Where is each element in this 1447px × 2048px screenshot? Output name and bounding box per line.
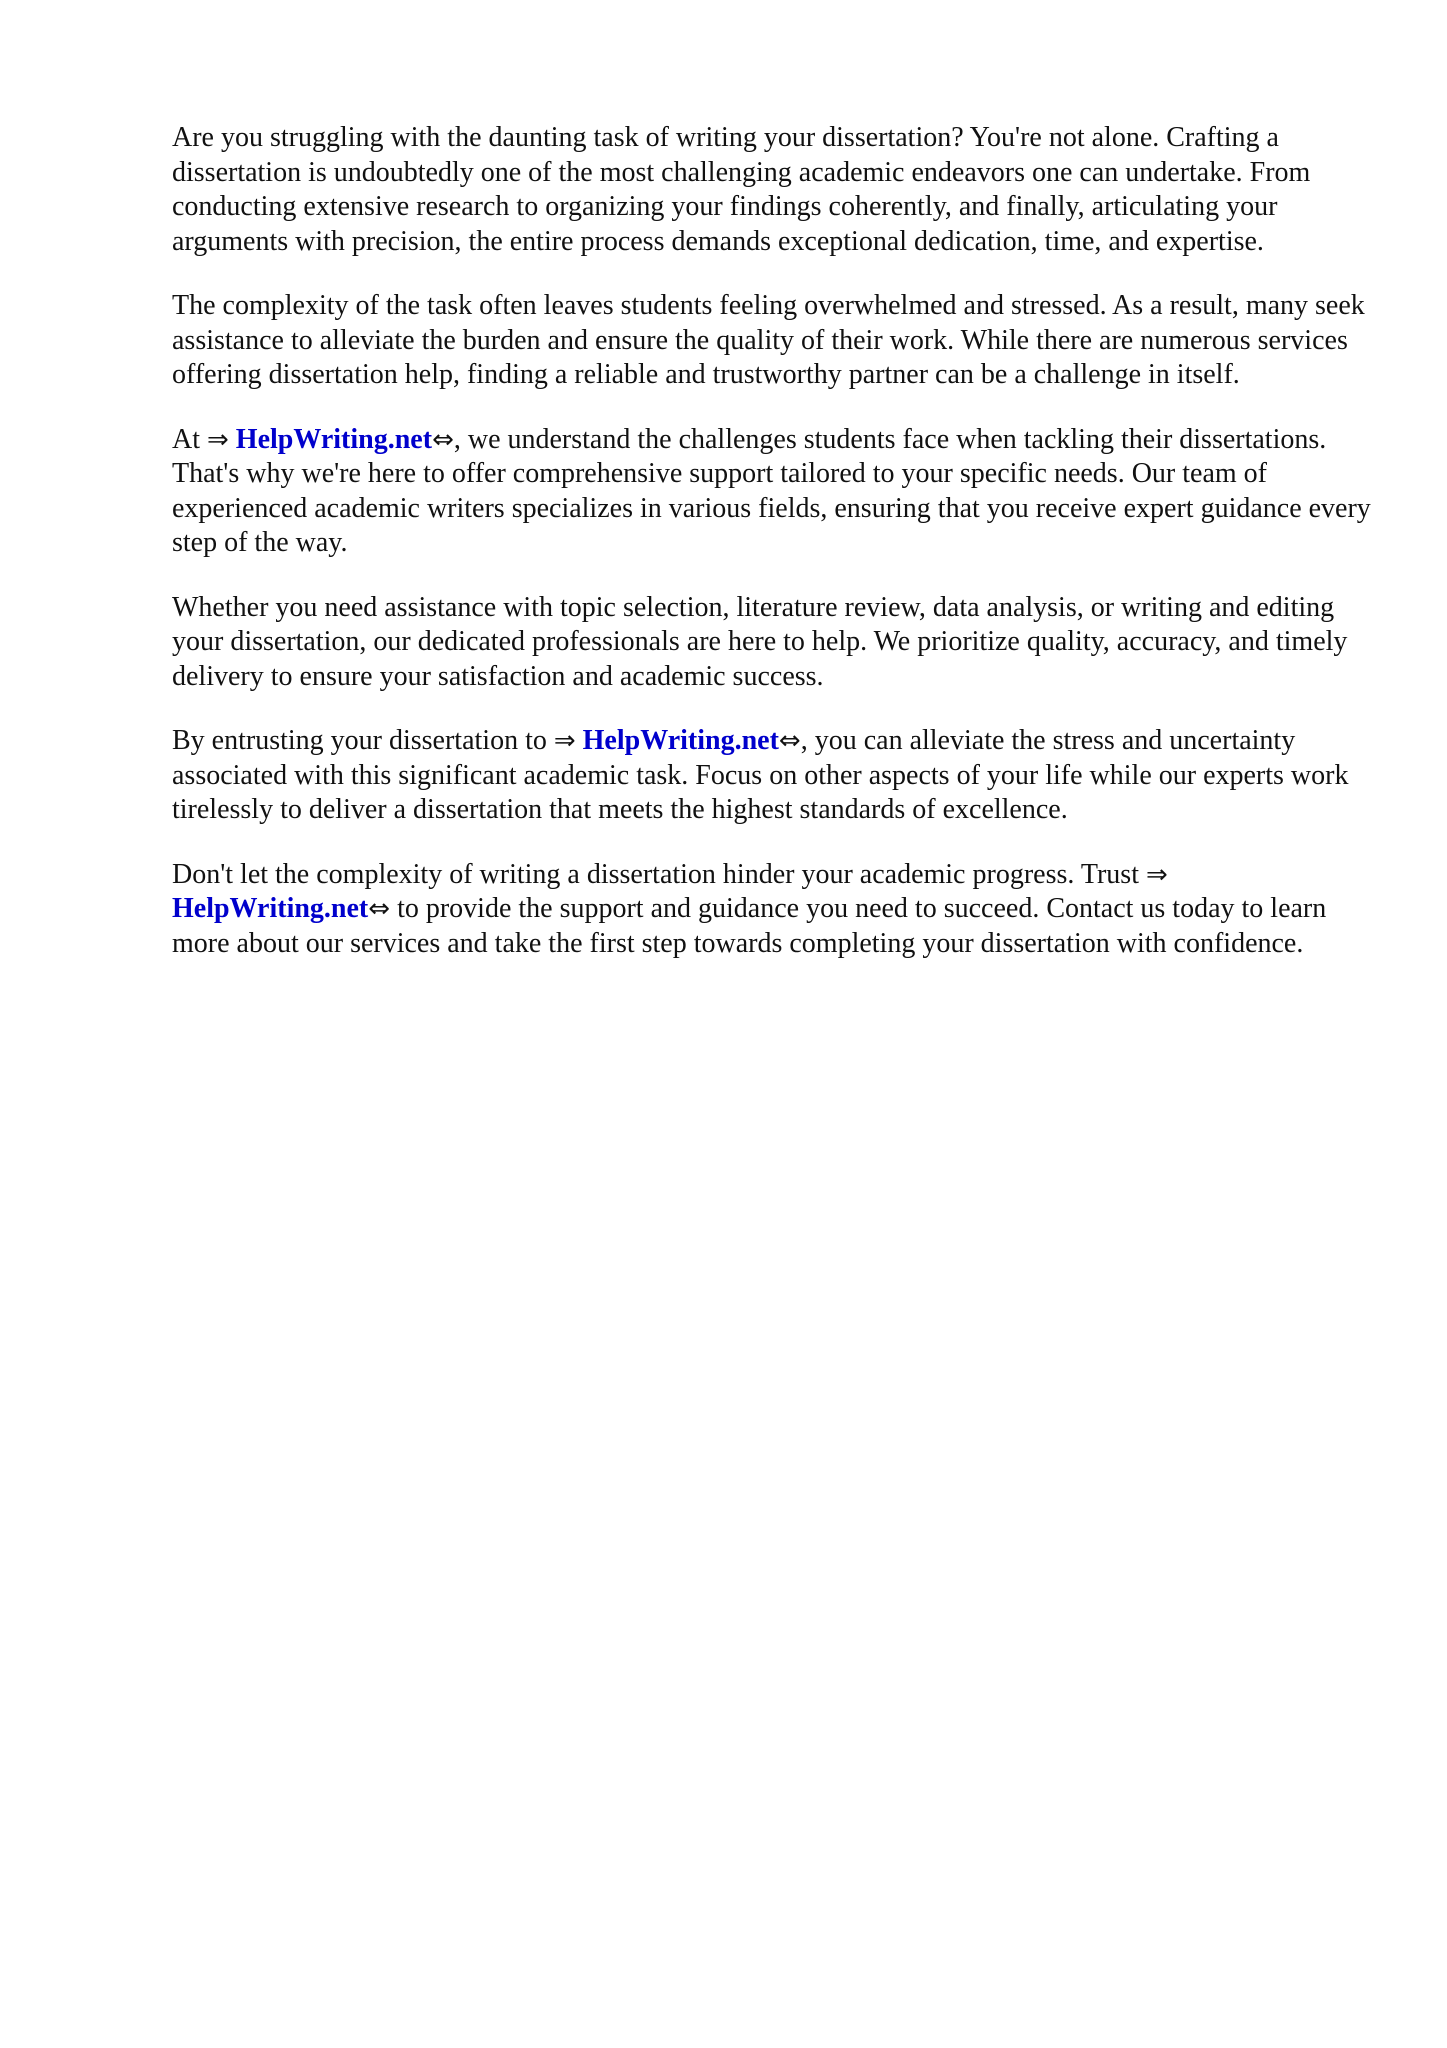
paragraph-entrusting: [172, 724, 1372, 828]
paragraph-services: Whether you need assistance with topic selection, literature review, data analysis, or writing and editing your dissertation, our dedicated professionals are here to help. We prioritize quality, accuracy, and timely delivery to ensure your satisfaction and academic success.: [172, 591, 1348, 692]
left-right-arrow-icon: ⇔: [778, 726, 801, 756]
helpwriting-link[interactable]: HelpWriting.net: [582, 725, 779, 756]
paragraph-text: At: [172, 423, 207, 455]
right-arrow-icon: ⇒: [553, 726, 576, 756]
helpwriting-link[interactable]: HelpWriting.net: [235, 423, 433, 455]
left-right-arrow-icon: ⇔: [432, 424, 454, 455]
paragraph-complexity: The complexity of the task often leaves students feeling overwhelmed and stressed. As a result, many seek assistance to alleviate the burden and ensure the quality of their work. While there are numerous services offering dissertation help, finding a reliable and trustworthy partner can be a challenge in itself.: [172, 290, 1365, 390]
left-right-arrow-icon: ⇔: [368, 894, 391, 924]
paragraph-closing: [172, 858, 1372, 962]
right-arrow-icon: ⇒: [1145, 859, 1168, 890]
paragraph-text: to provide the support and guidance you need to succeed. Contact us today to learn more about our services and take the first step towards completing your dissertation with confidence.: [172, 893, 1327, 959]
paragraph-intro: Are you struggling with the daunting task of writing your dissertation? You're not alone. Crafting a dissertation is undoubtedly one of the most challenging academic endeavors one can undertake. From conducting extensive research to organizing your findings coherently, and finally, articulating your arguments with precision, the entire process demands exceptional dedication, time, and expertise.: [172, 122, 1311, 257]
document-body: [172, 121, 1372, 991]
paragraph-about: [172, 423, 1372, 561]
paragraph-text: By entrusting your dissertation to: [172, 725, 554, 756]
paragraph-text: , we understand the challenges students face when tackling their dissertations. That's why we're here to offer comprehensive support tailored to your specific needs. Our team of experienced academic writers specializes in various fields, ensuring that you receive expert guidance every step of the way.: [172, 423, 1371, 558]
paragraph-text: , you can alleviate the stress and uncertainty associated with this significant academic task. Focus on other aspects of your life while our experts work tirelessly to deliver a dissertation that meets the highest standards of excellence.: [172, 725, 1349, 825]
right-arrow-icon: ⇒: [207, 424, 229, 455]
paragraph-text: Don't let the complexity of writing a dissertation hinder your academic progress. Trust: [172, 858, 1146, 890]
helpwriting-link[interactable]: HelpWriting.net: [172, 893, 369, 924]
